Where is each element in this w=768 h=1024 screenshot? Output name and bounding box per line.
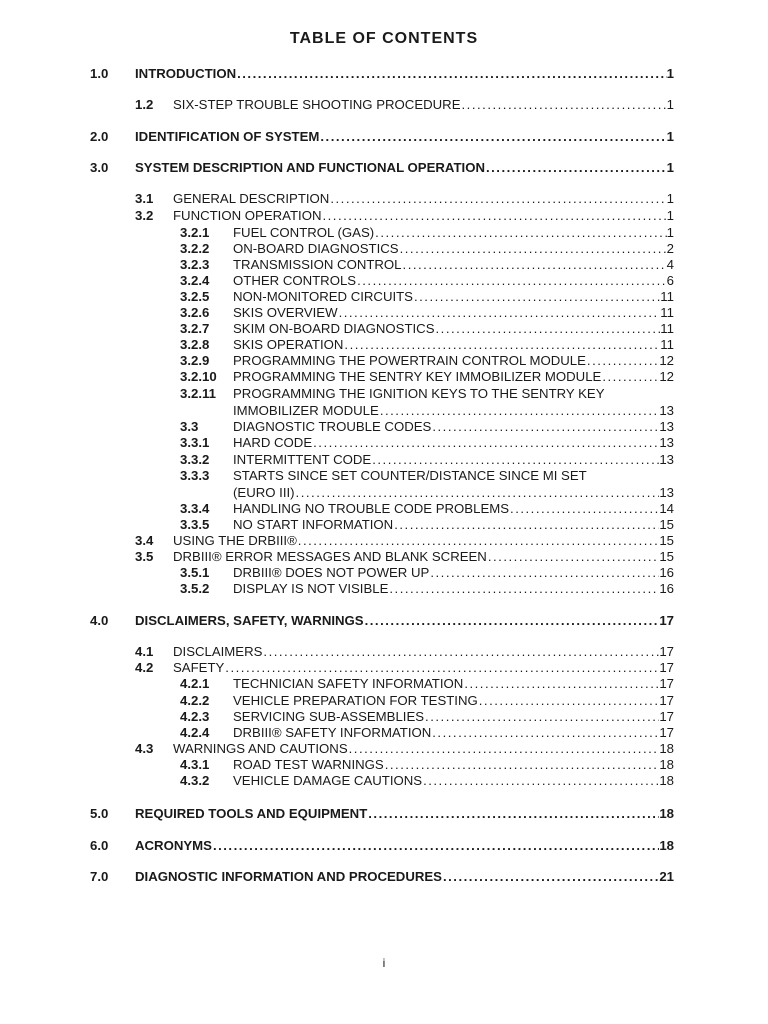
toc-entry[interactable] [0, 66, 768, 82]
toc-entry-label: USING THE DRBIII® [173, 533, 297, 548]
toc-entry-page: 6 [666, 273, 674, 288]
toc-entry-page: 17 [659, 676, 674, 691]
toc-entry[interactable] [0, 386, 768, 402]
toc-entry[interactable] [0, 549, 768, 565]
toc-entry[interactable] [0, 353, 768, 369]
toc-entry-label: HANDLING NO TROUBLE CODE PROBLEMS [233, 501, 510, 516]
toc-entry[interactable] [0, 305, 768, 321]
dot-leader [224, 660, 659, 676]
dot-leader [343, 337, 660, 353]
toc-entry-page: 14 [659, 501, 674, 516]
toc-entry-page: 1 [666, 129, 674, 144]
dot-leader [319, 129, 666, 145]
toc-entry[interactable] [0, 613, 768, 629]
toc-entry-number: 4.3.2 [180, 773, 210, 788]
toc-entry-label: IMMOBILIZER MODULE [233, 403, 379, 418]
toc-entry-number: 4.2.1 [180, 676, 210, 691]
dot-leader [388, 581, 659, 597]
toc-entry-page: 16 [659, 565, 674, 580]
toc-entry-label: INTERMITTENT CODE [233, 452, 372, 467]
toc-entry-number: 3.2 [135, 208, 154, 223]
toc-entry-number: 4.2 [135, 660, 154, 675]
toc-entry-number: 3.0 [90, 160, 109, 175]
toc-entry-number: 3.2.4 [180, 273, 210, 288]
toc-entry[interactable] [0, 757, 768, 773]
toc-entry[interactable] [0, 517, 768, 533]
toc-entry[interactable] [0, 257, 768, 273]
dot-leader [399, 241, 667, 257]
toc-entry[interactable] [0, 501, 768, 517]
toc-entry[interactable] [0, 693, 768, 709]
toc-entry-label: STARTS SINCE SET COUNTER/DISTANCE SINCE MI SET [233, 468, 587, 483]
toc-entry[interactable] [0, 321, 768, 337]
toc-entry[interactable] [0, 485, 768, 501]
toc-entry-label: NON-MONITORED CIRCUITS [233, 289, 413, 304]
dot-leader [586, 353, 659, 369]
toc-entry-number: 3.2.11 [180, 386, 216, 401]
toc-entry-page: 12 [659, 353, 674, 368]
toc-entry-label: (EURO III) [233, 485, 295, 500]
toc-entry[interactable] [0, 565, 768, 581]
toc-entry[interactable] [0, 452, 768, 468]
toc-entry-label: SKIS OVERVIEW [233, 305, 338, 320]
toc-entry[interactable] [0, 741, 768, 757]
dot-leader [424, 709, 659, 725]
toc-entry-page: 17 [659, 725, 674, 740]
dot-leader [348, 741, 660, 757]
toc-entry-label: ACRONYMS [135, 838, 212, 853]
dot-leader [463, 676, 659, 692]
toc-entry-page: 15 [659, 533, 674, 548]
toc-entry-label: DRBIII® ERROR MESSAGES AND BLANK SCREEN [173, 549, 487, 564]
toc-entry-label: DIAGNOSTIC INFORMATION AND PROCEDURES [135, 869, 442, 884]
page-title: TABLE OF CONTENTS [289, 30, 479, 47]
toc-entry-page: 15 [659, 549, 674, 564]
toc-entry[interactable] [0, 403, 768, 419]
dot-leader [487, 549, 659, 565]
toc-entry-page: 1 [666, 160, 674, 175]
toc-entry-label: SERVICING SUB-ASSEMBLIES [233, 709, 425, 724]
toc-entry-number: 3.2.7 [180, 321, 210, 336]
toc-entry[interactable] [0, 241, 768, 257]
toc-entry-page: 18 [659, 757, 674, 772]
toc-entry[interactable] [0, 191, 768, 207]
toc-entry-number: 1.0 [90, 66, 109, 81]
toc-entry-label: DIAGNOSTIC TROUBLE CODES [233, 419, 432, 434]
toc-entry-number: 3.3.4 [180, 501, 210, 516]
toc-entry[interactable] [0, 225, 768, 241]
toc-entry-number: 5.0 [90, 806, 109, 821]
toc-entry-label: DRBIII® SAFETY INFORMATION [233, 725, 432, 740]
toc-entry[interactable] [0, 773, 768, 789]
toc-entry-number: 3.5.1 [180, 565, 210, 580]
dot-leader [321, 208, 666, 224]
toc-entry-label: SYSTEM DESCRIPTION AND FUNCTIONAL OPERATION [135, 160, 485, 175]
toc-entry-page: 13 [659, 452, 674, 467]
toc-entry-page: 18 [659, 838, 674, 853]
toc-entry-label: DRBIII® DOES NOT POWER UP [233, 565, 430, 580]
toc-entry-page: 18 [659, 806, 674, 821]
toc-entry[interactable] [0, 289, 768, 305]
toc-entry-page: 21 [659, 869, 674, 884]
toc-entry-label: ROAD TEST WARNINGS [233, 757, 384, 772]
toc-entry-label: GENERAL DESCRIPTION [173, 191, 330, 206]
toc-entry[interactable] [0, 468, 768, 484]
toc-entry-page: 4 [666, 257, 674, 272]
toc-entry[interactable] [0, 869, 768, 885]
dot-leader [509, 501, 659, 517]
dot-leader [379, 403, 660, 419]
toc-entry-label: OTHER CONTROLS [233, 273, 357, 288]
toc-entry-label: INTRODUCTION [135, 66, 237, 81]
toc-entry-number: 3.4 [135, 533, 154, 548]
toc-entry-label: SKIS OPERATION [233, 337, 344, 352]
dot-leader [212, 838, 659, 854]
toc-entry-number: 7.0 [90, 869, 109, 884]
toc-entry-page: 17 [659, 693, 674, 708]
dot-leader [601, 369, 659, 385]
toc-entry-number: 3.3.3 [180, 468, 210, 483]
toc-entry-label: TRANSMISSION CONTROL [233, 257, 402, 272]
toc-entry[interactable] [0, 709, 768, 725]
toc-entry-label: ON-BOARD DIAGNOSTICS [233, 241, 399, 256]
dot-leader [393, 517, 659, 533]
toc-entry-number: 2.0 [90, 129, 109, 144]
toc-entry-number: 3.3.2 [180, 452, 210, 467]
toc-entry-page: 13 [659, 485, 674, 500]
toc-entry-label: SAFETY [173, 660, 225, 675]
toc-entry[interactable] [0, 208, 768, 224]
toc-entry-number: 3.2.9 [180, 353, 210, 368]
toc-entry-label: HARD CODE [233, 435, 313, 450]
dot-leader [374, 225, 666, 241]
toc-entry-label: SIX-STEP TROUBLE SHOOTING PROCEDURE [173, 97, 461, 112]
toc-entry-label: REQUIRED TOOLS AND EQUIPMENT [135, 806, 368, 821]
toc-entry-label: DISCLAIMERS, SAFETY, WARNINGS [135, 613, 364, 628]
toc-entry-page: 18 [659, 773, 674, 788]
toc-entry-page: 11 [660, 305, 674, 320]
toc-entry-number: 4.2.2 [180, 693, 210, 708]
toc-entry[interactable] [0, 725, 768, 741]
toc-entry-number: 3.2.10 [180, 369, 217, 384]
toc-entry-page: 13 [659, 419, 674, 434]
toc-entry[interactable] [0, 160, 768, 176]
toc-entry[interactable] [0, 806, 768, 822]
toc-entry-number: 3.3.1 [180, 435, 210, 450]
toc-entry-page: 18 [659, 741, 674, 756]
toc-entry-page: 17 [659, 709, 674, 724]
toc-entry-page: 1 [666, 97, 674, 112]
dot-leader [364, 613, 660, 629]
toc-entry-label: NO START INFORMATION [233, 517, 394, 532]
toc-entry[interactable] [0, 369, 768, 385]
dot-leader [435, 321, 661, 337]
toc-entry[interactable] [0, 660, 768, 676]
toc-entry-number: 3.2.6 [180, 305, 210, 320]
toc-entry[interactable] [0, 644, 768, 660]
page-number: i [382, 956, 386, 970]
toc-entry-number: 3.2.1 [180, 225, 210, 240]
toc-entry-page: 2 [666, 241, 674, 256]
dot-leader [413, 289, 660, 305]
toc-entry-page: 1 [666, 66, 674, 81]
toc-entry-page: 11 [660, 337, 674, 352]
dot-leader [329, 191, 666, 207]
toc-entry-number: 3.2.2 [180, 241, 210, 256]
dot-leader [312, 435, 659, 451]
toc-entry-number: 4.3.1 [180, 757, 210, 772]
toc-entry-number: 3.2.3 [180, 257, 210, 272]
dot-leader [236, 66, 667, 82]
toc-entry-number: 4.2.4 [180, 725, 210, 740]
dot-leader [371, 452, 659, 468]
toc-entry-number: 3.5.2 [180, 581, 210, 596]
toc-entry-label: VEHICLE PREPARATION FOR TESTING [233, 693, 478, 708]
dot-leader [295, 485, 660, 501]
dot-leader [262, 644, 659, 660]
dot-leader [485, 160, 667, 176]
toc-entry-page: 12 [659, 369, 674, 384]
toc-entry-page: 1 [666, 191, 674, 206]
toc-entry[interactable] [0, 97, 768, 113]
dot-leader [402, 257, 667, 273]
toc-entry-label: PROGRAMMING THE IGNITION KEYS TO THE SENTRY KEY [233, 386, 605, 401]
toc-entry-label: IDENTIFICATION OF SYSTEM [135, 129, 320, 144]
dot-leader [431, 419, 659, 435]
dot-leader [338, 305, 661, 321]
toc-entry-page: 11 [660, 289, 674, 304]
dot-leader [431, 725, 659, 741]
toc-entry[interactable] [0, 337, 768, 353]
toc-entry-label: PROGRAMMING THE POWERTRAIN CONTROL MODULE [233, 353, 586, 368]
toc-entry-page: 11 [660, 321, 674, 336]
toc-entry-number: 3.2.8 [180, 337, 210, 352]
toc-entry-number: 3.3.5 [180, 517, 210, 532]
toc-entry-page: 13 [659, 403, 674, 418]
toc-entry[interactable] [0, 273, 768, 289]
toc-entry-number: 4.1 [135, 644, 154, 659]
toc-entry-number: 3.3 [180, 419, 199, 434]
toc-entry-page: 13 [659, 435, 674, 450]
toc-entry-label: TECHNICIAN SAFETY INFORMATION [233, 676, 464, 691]
toc-entry-page: 17 [659, 660, 674, 675]
toc-entry-number: 1.2 [135, 97, 154, 112]
dot-leader [297, 533, 660, 549]
dot-leader [356, 273, 667, 289]
toc-entry-number: 3.5 [135, 549, 154, 564]
toc-entry[interactable] [0, 581, 768, 597]
toc-entry-page: 17 [659, 613, 674, 628]
toc-entry[interactable] [0, 533, 768, 549]
toc-entry-page: 17 [659, 644, 674, 659]
toc-entry[interactable] [0, 419, 768, 435]
toc-entry[interactable] [0, 129, 768, 145]
toc-entry-label: PROGRAMMING THE SENTRY KEY IMMOBILIZER MODULE [233, 369, 602, 384]
toc-entry-label: VEHICLE DAMAGE CAUTIONS [233, 773, 423, 788]
toc-entry-label: SKIM ON-BOARD DIAGNOSTICS [233, 321, 435, 336]
toc-entry-number: 6.0 [90, 838, 109, 853]
toc-entry-number: 4.3 [135, 741, 154, 756]
dot-leader [442, 869, 659, 885]
toc-entry-number: 3.1 [135, 191, 154, 206]
toc-entry-label: FUEL CONTROL (GAS) [233, 225, 375, 240]
toc-entry-label: FUNCTION OPERATION [173, 208, 322, 223]
toc-entry-page: 16 [659, 581, 674, 596]
toc-entry-number: 3.2.5 [180, 289, 210, 304]
toc-entry-page: 1 [666, 208, 674, 223]
toc-entry-label: WARNINGS AND CAUTIONS [173, 741, 348, 756]
toc-entry-page: 1 [666, 225, 674, 240]
dot-leader [461, 97, 667, 113]
dot-leader [429, 565, 659, 581]
toc-entry-label: DISCLAIMERS [173, 644, 263, 659]
toc-entry-number: 4.0 [90, 613, 109, 628]
toc-entry-label: DISPLAY IS NOT VISIBLE [233, 581, 389, 596]
dot-leader [478, 693, 660, 709]
toc-entry-number: 4.2.3 [180, 709, 210, 724]
dot-leader [384, 757, 660, 773]
dot-leader [422, 773, 659, 789]
toc-entry[interactable] [0, 676, 768, 692]
toc-entry-page: 15 [659, 517, 674, 532]
toc-entry[interactable] [0, 435, 768, 451]
toc-entry[interactable] [0, 838, 768, 854]
dot-leader [367, 806, 659, 822]
